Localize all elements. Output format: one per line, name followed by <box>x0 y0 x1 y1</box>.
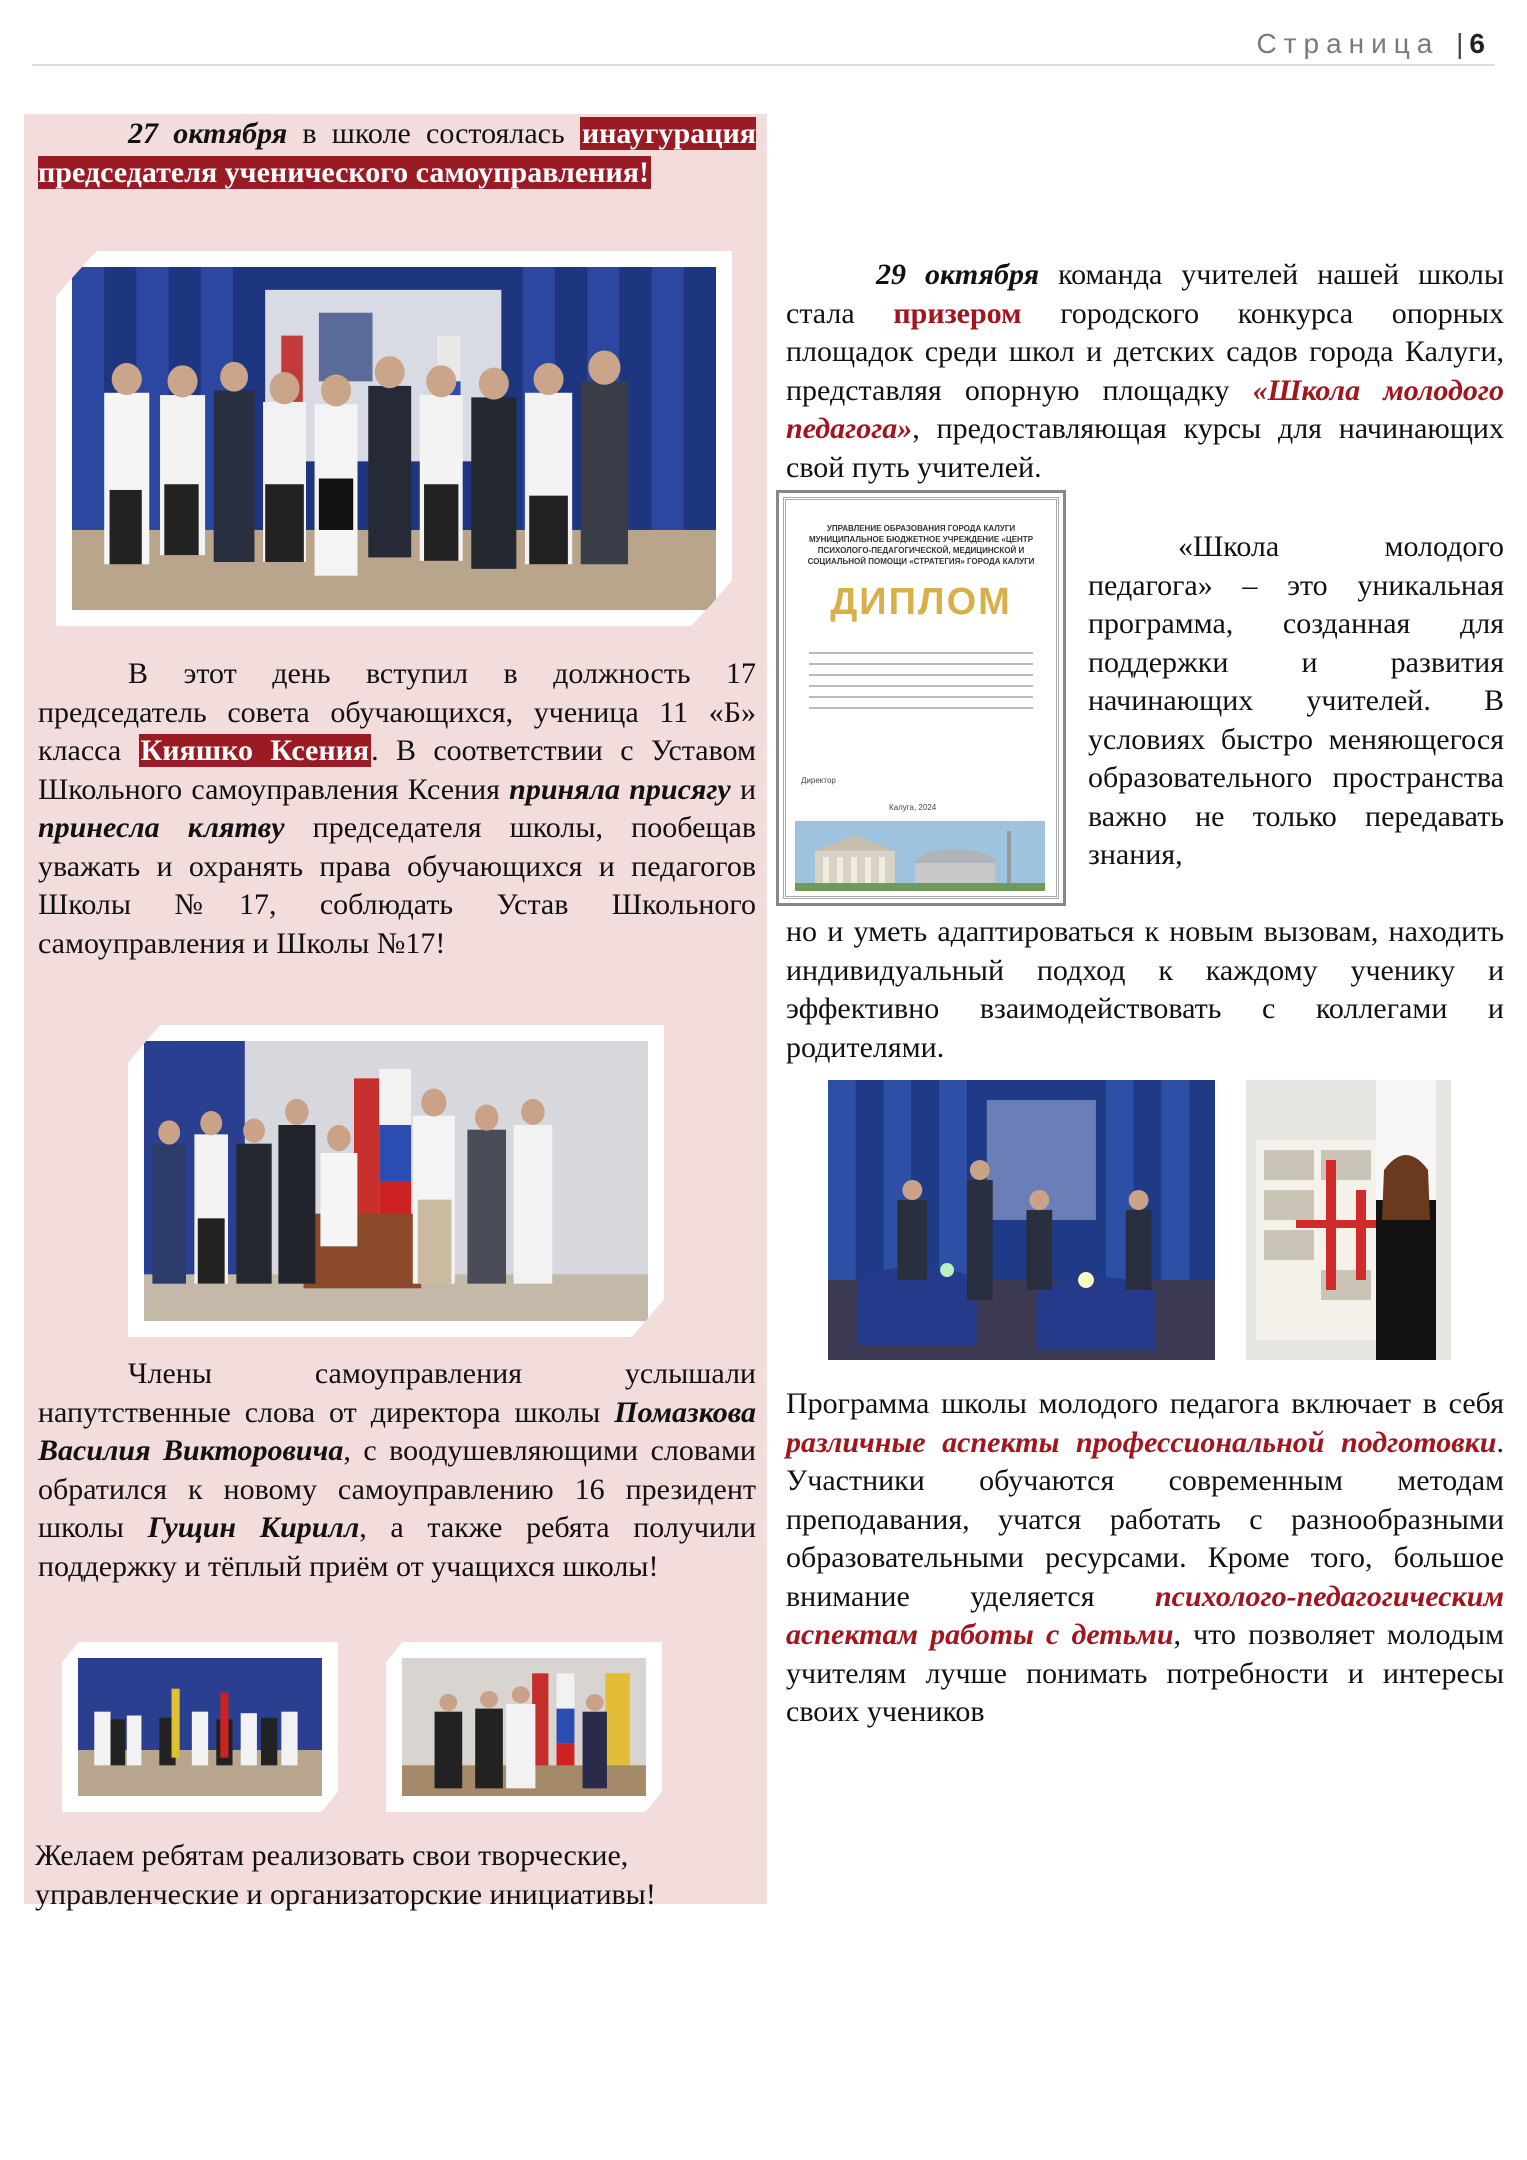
details-emphasis-2: психолого-педагогическим аспектам работы с детьми <box>786 1579 1504 1651</box>
student-name-highlight: Кияшко Ксения <box>140 734 370 767</box>
oath-text-2: . В соответствии с Уставом Школьного самоуправления Ксения <box>38 734 756 806</box>
diploma-text-lines <box>809 643 1033 718</box>
contest-paragraph <box>786 256 1504 487</box>
program-paragraph-top: «Школа молодого педагога» – это уникальная программа, созданная для поддержки и развития начинающих учителей. В условиях быстро меняющегося образовательного пространства важно не только передавать знания, <box>1088 530 1504 871</box>
diploma-building-illustration <box>795 821 1045 891</box>
header-rule <box>32 64 1495 66</box>
page-header-separator: | <box>1456 28 1464 59</box>
oath-paragraph <box>38 655 756 963</box>
intro-highlight: инаугурация председателя ученического самоуправления! <box>38 117 756 189</box>
oath-text-4: председателя школы, пообещав уважать и охранять права обучающихся и педагогов Школы №17, соблюдать Устав Школьного самоуправления и Школы №17! <box>38 811 756 960</box>
contest-text-2: городского конкурса опорных площадок среди школ и детских садов города Калуги, представляя опорную площадку <box>786 296 1504 407</box>
intro-text: в школе состоялась <box>287 117 580 150</box>
school-name: «Школа молодого педагога» <box>786 373 1504 445</box>
page-header <box>1256 28 1485 60</box>
director-name: Помазкова Василия Викторовича <box>38 1395 756 1467</box>
contest-text-3: , предоставляющая курсы для начинающих свой путь учителей. <box>786 412 1504 484</box>
diploma-title: ДИПЛОМ <box>830 581 1012 623</box>
oath-emphasis-1: приняла присягу <box>509 772 731 806</box>
diploma-header: УПРАВЛЕНИЕ ОБРАЗОВАНИЯ ГОРОДА КАЛУГИ МУНИЦИПАЛЬНОЕ БЮДЖЕТНОЕ УЧРЕЖДЕНИЕ «ЦЕНТР ПСИХОЛОГО-ПЕДАГОГИЧЕСКОЙ, МЕДИЦИНСКОЙ И СОЦИАЛЬНОЙ ПОМОЩИ «СТРАТЕГИЯ» ГОРОДА КАЛУГИ <box>807 524 1035 566</box>
details-emphasis-1: различные аспекты профессиональной подготовки <box>786 1425 1497 1459</box>
details-text-2: . Участники обучаются современным методам преподавания, учатся работать с разнообразными образовательными ресурсами. Кроме того, большое внимание уделяется <box>786 1425 1504 1613</box>
page-header-label: Страница <box>1256 28 1440 59</box>
program-details-paragraph <box>786 1385 1504 1732</box>
oath-text-1: В этот день вступил в должность 17 председатель совета обучающихся, ученица 11 «Б» класса <box>38 657 756 767</box>
contest-date: 29 октября <box>876 258 1040 291</box>
intro-date: 27 октября <box>128 117 288 150</box>
photo-seminar-hall <box>828 1080 1215 1360</box>
intro-paragraph <box>38 115 756 192</box>
diploma-director: Директор <box>801 776 836 785</box>
photo-oath-podium <box>128 1025 664 1337</box>
photo-students-hall <box>62 1642 338 1812</box>
diploma-image <box>776 490 1066 906</box>
director-paragraph <box>38 1355 756 1586</box>
director-text-1: Члены самоуправления услышали напутственные слова от директора школы <box>38 1357 756 1429</box>
closing-wish: Желаем ребятам реализовать свои творческие, управленческие и организаторские инициативы! <box>35 1839 656 1911</box>
oath-emphasis-2: принесла клятву <box>38 811 285 844</box>
president-name: Гущин Кирилл <box>147 1511 360 1544</box>
photo-presenter-board <box>1246 1080 1451 1360</box>
photo-speech-microphone <box>386 1642 662 1812</box>
director-text-2: , с воодушевляющими словами обратился к новому самоуправлению 16 президент школы <box>38 1434 756 1544</box>
program-paragraph-bottom: но и уметь адаптироваться к новым вызовам, находить индивидуальный подход к каждому ученику и эффективно взаимодействовать с коллегами и родителями. <box>786 915 1504 1064</box>
page-number: 6 <box>1469 28 1485 59</box>
oath-text-3: и <box>730 772 757 806</box>
details-text-1: Программа школы молодого педагога включает в себя <box>786 1387 1504 1420</box>
photo-inauguration-group <box>56 251 732 626</box>
details-text-3: , что позволяет молодым учителям лучше понимать потребности и интересы своих учеников <box>786 1618 1504 1728</box>
prize-label: призером <box>893 296 1022 330</box>
director-text-3: , а также ребята получили поддержку и тёплый приём от учащихся школы! <box>38 1511 756 1583</box>
contest-text-1: команда учителей нашей школы стала <box>786 258 1504 330</box>
diploma-city-year: Калуга, 2024 <box>889 803 937 812</box>
